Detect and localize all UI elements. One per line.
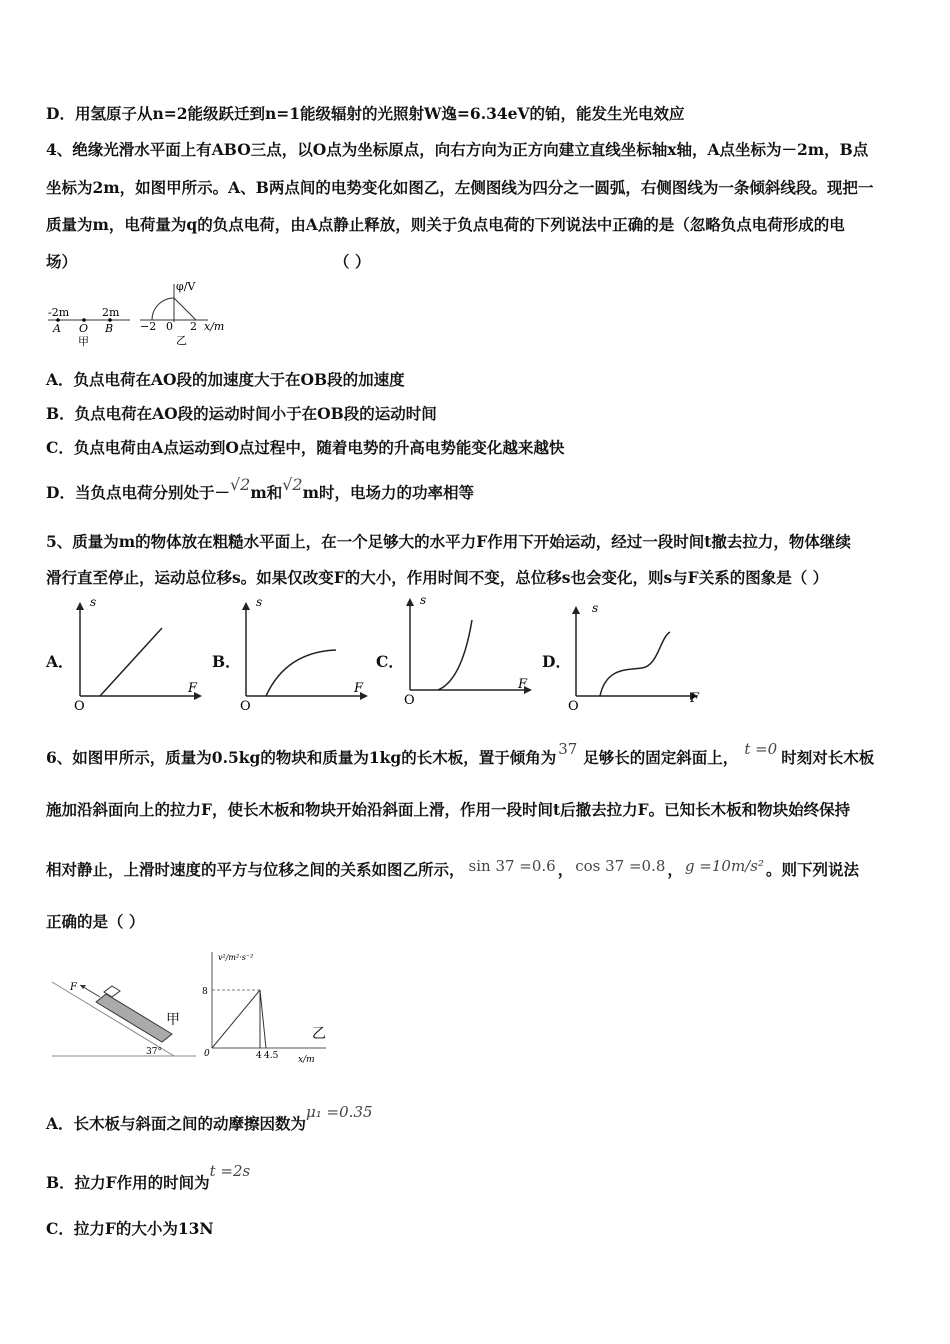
tick-neg2: −2 [140, 320, 157, 333]
label-o: O [240, 699, 251, 714]
y-arrow [406, 598, 414, 606]
slope-segment [174, 298, 196, 320]
q4-stem-line-3: 质量为m，电荷量为q的负点电荷，由A点静止释放，则关于负点电荷的下列说法中正确的是（忽略负点电荷形成的电 [46, 215, 845, 234]
q4-stem-line-2: 坐标为2m，如图甲所示。A、B两点间的电势变化如图乙，左侧图线为四分之一圆弧，右侧图线为一条倾斜线段。现把一 [46, 178, 874, 197]
q4-option-a: A．负点电荷在AO段的加速度大于在OB段的加速度 [46, 370, 405, 389]
label-b: B [105, 322, 114, 335]
caption-yi: 乙 [312, 1026, 326, 1042]
label-xm: x/m [204, 320, 225, 333]
q5-graph-a [70, 592, 204, 714]
rising-segment [212, 990, 260, 1048]
curve [600, 632, 670, 696]
q6-option-b [46, 1162, 251, 1193]
sqrt2-expression-1: √2 [229, 475, 251, 494]
label-s: s [420, 593, 427, 607]
q4-option-c: C．负点电荷由A点运动到O点过程中，随着电势的升高电势能变化越来越快 [46, 438, 565, 457]
curve [438, 620, 472, 690]
label-neg2m: -2m [48, 306, 70, 319]
label-force: F [70, 982, 77, 993]
t-equals-zero-expression: t =0 [744, 740, 778, 758]
q6-stem-line-2: 施加沿斜面向上的拉力F，使长木板和物块开始沿斜面上滑，作用一段时间t后撤去拉力F。已知长木板和物块始终保持 [46, 800, 851, 819]
q6-stem-1c: 时刻对长木板 [781, 748, 875, 767]
q6-stem-line-3 [46, 858, 859, 880]
sqrt2-expression-2: √2 [282, 475, 303, 494]
q5-graph-d [566, 598, 706, 714]
label-s: s [592, 601, 599, 615]
y-arrow [572, 606, 580, 614]
cos37-expression: cos 37 =0.8 [575, 857, 666, 875]
q5-option-b-letter: B． [212, 652, 241, 671]
q4-option-b: B．负点电荷在AO段的运动时间小于在OB段的运动时间 [46, 404, 437, 423]
sin37-expression: sin 37 =0.6 [468, 857, 556, 875]
q4-option-d-text-1: D．当负点电荷分别处于－ [46, 483, 230, 502]
long-board [96, 994, 172, 1042]
mu-expression: μ₁ =0.35 [306, 1103, 373, 1121]
angle-37-expression: 37 [558, 740, 578, 758]
tick-0: 0 [166, 320, 173, 333]
label-f: F [354, 681, 364, 696]
q6-option-a [46, 1103, 373, 1134]
label-v2: v²/m²·s⁻² [218, 953, 254, 962]
q6-stem-line-4: 正确的是（ ） [46, 912, 145, 931]
label-o: O [404, 693, 415, 708]
q6-stem-3b: 。则下列说法 [765, 860, 859, 879]
caption-jia: 甲 [78, 335, 89, 348]
tick-2: 2 [190, 320, 197, 333]
t-equals-2s-expression: t =2s [209, 1162, 251, 1180]
q5-option-c-letter: C． [376, 652, 404, 671]
q4-stem-line-4: 场） [46, 252, 78, 271]
q4-figure-yi [136, 278, 236, 348]
q4-option-d [46, 475, 475, 503]
label-s: s [256, 595, 263, 609]
y-arrow [242, 602, 250, 610]
label-2m: 2m [102, 306, 120, 319]
q5-stem-line-1: 5、质量为m的物体放在粗糙水平面上，在一个足够大的水平力F作用下开始运动，经过一段时间t撤去拉力，物体继续 [46, 532, 851, 551]
q6-option-b-text: B．拉力F作用的时间为 [46, 1173, 210, 1192]
q6-stem-1b: 足够长的固定斜面上， [583, 748, 739, 767]
q6-stem-3-sep-2: ， [667, 860, 683, 879]
q6-stem-3-sep-1: ， [557, 860, 574, 879]
gravity-expression: g =10m/s² [684, 857, 764, 875]
q6-stem-1a: 6、如图甲所示，质量为0.5kg的物块和质量为1kg的长木板，置于倾角为 [46, 748, 557, 767]
quarter-arc [152, 298, 174, 320]
tick-4-5: 4.5 [264, 1051, 279, 1061]
q3-option-d: D．用氢原子从n=2能级跃迁到n=1能级辐射的光照射W逸=6.34eV的铂，能发生光电效应 [46, 104, 685, 123]
q4-figure-jia [44, 300, 134, 350]
q5-stem-line-2: 滑行直至停止，运动总位移s。如果仅改变F的大小，作用时间不变，总位移s也会变化，则s与F关系的图象是（ ） [46, 568, 829, 587]
q4-option-d-text-2: m和 [250, 483, 283, 502]
q4-stem-line-1: 4、绝缘光滑水平面上有ABO三点，以O点为坐标原点，向右方向为正方向建立直线坐标轴x轴，A点坐标为－2m，B点 [46, 140, 869, 159]
tick-0: 0 [204, 1049, 210, 1059]
q5-graph-c [400, 590, 534, 712]
q6-stem-line-1 [46, 740, 875, 768]
label-o: O [79, 322, 89, 335]
q6-stem-3a: 相对静止，上滑时速度的平方与位移之间的关系如图乙所示， [46, 860, 465, 879]
label-f: F [518, 677, 528, 692]
tick-4: 4 [256, 1051, 262, 1061]
label-o: O [74, 699, 85, 714]
label-o: O [568, 699, 579, 714]
q6-option-a-text: A．长木板与斜面之间的动摩擦因数为 [46, 1114, 307, 1133]
label-angle: 37° [146, 1047, 162, 1057]
q4-option-d-text-3: m时，电场力的功率相等 [302, 483, 475, 502]
label-xm: x/m [298, 1055, 315, 1065]
label-phi: φ/V [176, 280, 196, 293]
q5-option-d-letter: D． [542, 652, 571, 671]
curve [266, 650, 336, 696]
q6-option-c: C．拉力F的大小为13N [46, 1219, 214, 1238]
q6-figure-jia [48, 972, 198, 1062]
label-s: s [90, 595, 97, 609]
label-f: F [188, 681, 198, 696]
curve [100, 628, 162, 696]
caption-yi: 乙 [176, 334, 187, 347]
q4-answer-bracket: （ ） [334, 252, 371, 271]
falling-segment [260, 990, 266, 1048]
q5-graph-b [236, 592, 370, 714]
y-arrow [76, 602, 84, 610]
caption-jia: 甲 [166, 1012, 180, 1028]
label-f: F [690, 691, 700, 706]
q6-figure-yi [198, 944, 332, 1066]
tick-8: 8 [202, 987, 208, 997]
q5-option-a-letter: A． [46, 652, 74, 671]
label-a: A [53, 322, 61, 335]
